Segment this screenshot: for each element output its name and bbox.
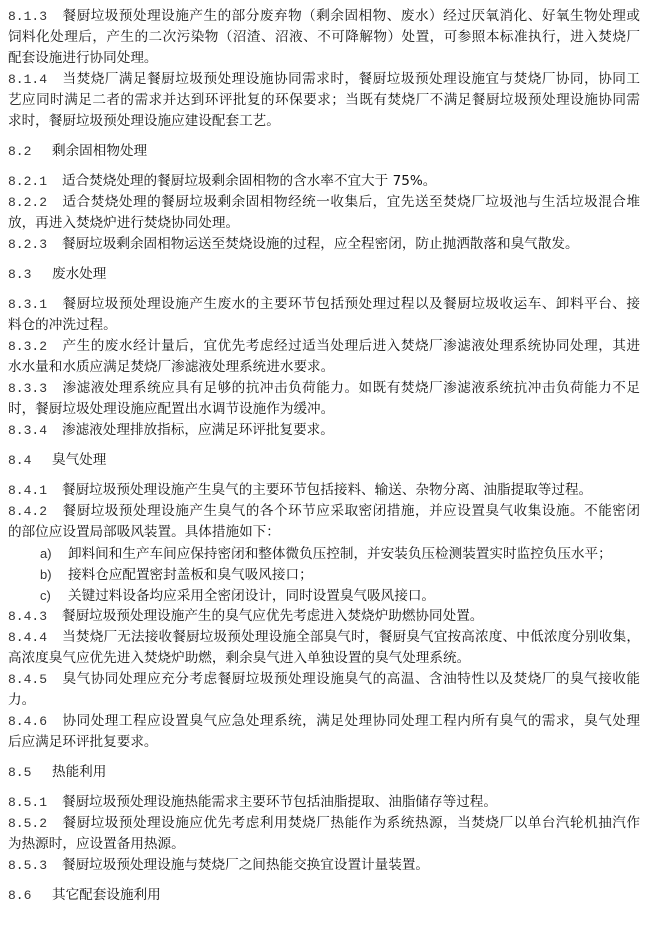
clause-paragraph <box>8 627 640 669</box>
clause-paragraph <box>8 378 640 420</box>
text-line <box>8 711 640 732</box>
clause-paragraph <box>8 480 640 501</box>
line-text: 卸料间和生产车间应保持密闭和整体微负压控制，并安装负压检测装置实时监控负压水平； <box>68 546 612 562</box>
text-line <box>8 834 640 855</box>
clause-paragraph <box>8 669 640 711</box>
clause-number: 8.1.3 <box>8 9 48 24</box>
text-line <box>8 585 640 606</box>
text-line <box>8 213 640 234</box>
clause-paragraph <box>8 606 640 627</box>
clause-paragraph <box>8 336 640 378</box>
clause-number: 8.4.5 <box>8 672 48 687</box>
clause-number: 8.3.1 <box>8 297 48 312</box>
text-line <box>8 6 640 27</box>
line-text: 为热源时，应设置备用热源。 <box>8 836 185 852</box>
text-line <box>8 543 640 564</box>
line-text: 餐厨垃圾预处理设施产生的部分废弃物（剩余固相物、废水）经过厌氧消化、好氧生物处理或 <box>62 8 640 24</box>
list-item <box>8 564 640 585</box>
text-line <box>8 855 640 876</box>
line-text: 时，餐厨垃圾处理设施应配置出水调节设施作为缓冲。 <box>8 401 335 417</box>
line-text: 适合焚烧处理的餐厨垃圾剩余固相物的含水率不宜大于 75%。 <box>62 173 437 189</box>
clause-number: 8.2.1 <box>8 174 48 189</box>
clause-paragraph <box>8 192 640 234</box>
line-text: 接料仓应配置密封盖板和臭气吸风接口； <box>68 567 313 583</box>
clause-number: 8.4.6 <box>8 714 48 729</box>
list-item <box>8 585 640 606</box>
section-heading <box>8 762 640 783</box>
clause-paragraph <box>8 69 640 132</box>
line-text: 的部位应设置局部吸风装置。具体措施如下： <box>8 524 280 540</box>
clause-number: 8.5 <box>8 765 32 780</box>
text-line <box>8 885 640 906</box>
line-text: 废水处理 <box>52 266 107 282</box>
clause-paragraph <box>8 855 640 876</box>
clause-paragraph <box>8 813 640 855</box>
line-text: 艺应同时满足二者的需求并达到环评批复的环保要求；当既有焚烧厂不满足餐厨垃圾预处理设施协同需 <box>8 92 640 108</box>
section-heading <box>8 264 640 285</box>
section-heading <box>8 141 640 162</box>
clause-number: 8.6 <box>8 888 32 903</box>
text-line <box>8 522 640 543</box>
clause-paragraph <box>8 6 640 69</box>
clause-number: 8.4.4 <box>8 630 48 645</box>
clause-number: 8.4.1 <box>8 483 48 498</box>
text-line <box>8 171 640 192</box>
line-text: 其它配套设施利用 <box>52 887 161 903</box>
line-text: 餐厨垃圾预处理设施热能需求主要环节包括油脂提取、油脂储存等过程。 <box>62 794 497 810</box>
text-line <box>8 690 640 711</box>
line-text: 臭气协同处理应充分考虑餐厨垃圾预处理设施臭气的高温、含油特性以及焚烧厂的臭气接收能 <box>62 671 640 687</box>
text-line <box>8 732 640 753</box>
clause-number: 8.4 <box>8 453 32 468</box>
text-line <box>8 111 640 132</box>
section-heading <box>8 450 640 471</box>
line-text: 渗滤液处理系统应具有足够的抗冲击负荷能力。如既有焚烧厂渗滤液系统抗冲击负荷能力不足 <box>62 380 640 396</box>
line-text: 水水量和水质应满足焚烧厂渗滤液处理系统进水要求。 <box>8 359 335 375</box>
text-line <box>8 813 640 834</box>
text-line <box>8 792 640 813</box>
clause-number: 8.5.2 <box>8 816 48 831</box>
line-text: 关键过料设备均应采用全密闭设计，同时设置臭气吸风接口。 <box>68 588 436 604</box>
line-text: 渗滤液处理排放指标，应满足环评批复要求。 <box>62 422 334 438</box>
clause-number: 8.2.2 <box>8 195 48 210</box>
line-text: 餐厨垃圾预处理设施产生臭气的各个环节应采取密闭措施，并应设置臭气收集设施。不能密闭 <box>62 503 640 519</box>
list-marker: a) <box>40 546 52 561</box>
clause-paragraph <box>8 501 640 543</box>
clause-paragraph <box>8 171 640 192</box>
line-text: 当焚烧厂无法接收餐厨垃圾预处理设施全部臭气时，餐厨臭气宜按高浓度、中低浓度分别收集， <box>62 629 640 645</box>
text-line <box>8 234 640 255</box>
text-line <box>8 48 640 69</box>
line-text: 餐厨垃圾预处理设施与焚烧厂之间热能交换宜设置计量装置。 <box>62 857 430 873</box>
line-text: 剩余固相物处理 <box>52 143 148 159</box>
line-text: 后应满足环评批复要求。 <box>8 734 158 750</box>
line-text: 餐厨垃圾预处理设施应优先考虑利用焚烧厂热能作为系统热源，当焚烧厂以单台汽轮机抽汽作 <box>62 815 640 831</box>
text-line <box>8 315 640 336</box>
clause-number: 8.3.3 <box>8 381 48 396</box>
text-line <box>8 669 640 690</box>
clause-number: 8.4.3 <box>8 609 48 624</box>
clause-number: 8.4.2 <box>8 504 48 519</box>
text-line <box>8 399 640 420</box>
line-text: 产生的废水经计量后，宜优先考虑经过适当处理后进入焚烧厂渗滤液处理系统协同处理，其进 <box>62 338 640 354</box>
clause-paragraph <box>8 792 640 813</box>
clause-paragraph <box>8 420 640 441</box>
line-text: 求时，餐厨垃圾预处理设施应建设配套工艺。 <box>8 113 280 129</box>
list-marker: b) <box>40 567 52 582</box>
section-heading <box>8 885 640 906</box>
text-line <box>8 564 640 585</box>
text-line <box>8 378 640 399</box>
clause-number: 8.3.2 <box>8 339 48 354</box>
clause-paragraph <box>8 711 640 753</box>
line-text: 放，再进入焚烧炉进行焚烧协同处理。 <box>8 215 240 231</box>
text-line <box>8 192 640 213</box>
text-line <box>8 264 640 285</box>
text-line <box>8 357 640 378</box>
line-text: 料仓的冲洗过程。 <box>8 317 117 333</box>
line-text: 餐厨垃圾剩余固相物运送至焚烧设施的过程，应全程密闭，防止抛洒散落和臭气散发。 <box>62 236 579 252</box>
list-item <box>8 543 640 564</box>
text-line <box>8 336 640 357</box>
clause-number: 8.3.4 <box>8 423 48 438</box>
clause-number: 8.1.4 <box>8 72 48 87</box>
line-text: 餐厨垃圾预处理设施产生的臭气应优先考虑进入焚烧炉助燃协同处置。 <box>62 608 484 624</box>
clause-number: 8.2.3 <box>8 237 48 252</box>
line-text: 配套设施进行协同处理。 <box>8 50 158 66</box>
line-text: 餐厨垃圾预处理设施产生臭气的主要环节包括接料、输送、杂物分离、油脂提取等过程。 <box>62 482 593 498</box>
line-text: 协同处理工程应设置臭气应急处理系统，满足处理协同处理工程内所有臭气的需求，臭气处理 <box>62 713 640 729</box>
clause-number: 8.2 <box>8 144 32 159</box>
text-line <box>8 294 640 315</box>
clause-paragraph <box>8 294 640 336</box>
text-line <box>8 627 640 648</box>
text-line <box>8 762 640 783</box>
clause-number: 8.3 <box>8 267 32 282</box>
line-text: 餐厨垃圾预处理设施产生废水的主要环节包括预处理过程以及餐厨垃圾收运车、卸料平台、接 <box>62 296 640 312</box>
text-line <box>8 69 640 90</box>
line-text: 热能利用 <box>52 764 107 780</box>
text-line <box>8 501 640 522</box>
text-line <box>8 480 640 501</box>
text-line <box>8 420 640 441</box>
text-line <box>8 27 640 48</box>
text-line <box>8 141 640 162</box>
line-text: 臭气处理 <box>52 452 107 468</box>
text-line <box>8 648 640 669</box>
clause-number: 8.5.3 <box>8 858 48 873</box>
text-line <box>8 90 640 111</box>
clause-number: 8.5.1 <box>8 795 48 810</box>
clause-paragraph <box>8 234 640 255</box>
text-line <box>8 450 640 471</box>
line-text: 饲料化处理后，产生的二次污染物（沼渣、沼液、不可降解物）处置，可参照本标准执行，进入焚烧厂 <box>8 29 640 45</box>
line-text: 适合焚烧处理的餐厨垃圾剩余固相物经统一收集后，宜先送至焚烧厂垃圾池与生活垃圾混合堆 <box>62 194 640 210</box>
text-line <box>8 606 640 627</box>
line-text: 高浓度臭气应优先进入焚烧炉助燃，剩余臭气进入单独设置的臭气处理系统。 <box>8 650 471 666</box>
line-text: 力。 <box>8 692 36 708</box>
list-marker: c) <box>40 588 51 603</box>
line-text: 当焚烧厂满足餐厨垃圾预处理设施协同需求时，餐厨垃圾预处理设施宜与焚烧厂协同，协同工 <box>62 71 640 87</box>
